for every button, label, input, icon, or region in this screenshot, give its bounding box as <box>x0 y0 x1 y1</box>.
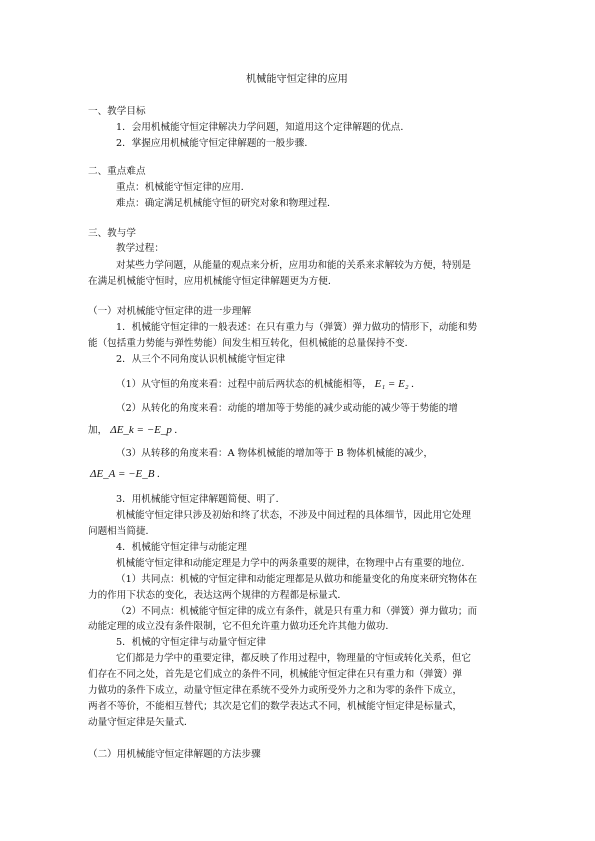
paragraph-line: 能（包括重力势能与弹性势能）间发生相互转化，但机械能的总量保持不变． <box>88 338 415 349</box>
paragraph-line: 1．机械能守恒定律的一般表述：在只有重力与（弹簧）弹力做功的情形下，动能和势 <box>116 322 478 333</box>
paragraph-line: （2）不同点：机械能守恒定律的成立有条件，就是只有重力和（弹簧）弹力做功；而 <box>116 606 478 617</box>
viewpoint-transfer: （3）从转移的角度来看：A 物体机械能的增加等于 B 物体机械能的减少， <box>116 448 434 459</box>
paragraph-line: 两者不等价，不能相互替代；其次是它们的数学表达式不同，机械能守恒定律是标量式， <box>88 701 463 712</box>
paragraph-line: 机械能守恒定律和动能定理是力学中的两条重要的规律，在物理中占有重要的地位． <box>116 558 471 569</box>
difficulty-point: 难点：确定满足机械能守恒的研究对象和物理过程． <box>116 198 337 209</box>
numbered-point-2: 2．从三个不同角度认识机械能守恒定律 <box>116 354 286 365</box>
paragraph-line: 它们都是力学中的重要定律，都反映了作用过程中，物理量的守恒或转化关系，但它 <box>116 653 471 664</box>
part-heading-understanding: （一）对机械能守恒定律的进一步理解 <box>88 306 252 317</box>
formula-delta-ea <box>90 468 160 481</box>
teaching-process-label: 教学过程： <box>116 243 164 254</box>
goal-item-1: 1．会用机械能守恒定律解决力学问题，知道用这个定律解题的优点． <box>116 122 410 133</box>
paragraph-line: （1）共同点：机械的守恒定律和动能定理都是从做功和能量变化的角度来研究物体在 <box>116 574 478 585</box>
numbered-point-4: 4．机械能守恒定律与动能定理 <box>116 542 247 553</box>
paragraph-line: 动能定理的成立没有条件限制，它不但允许重力做功还允许其他力做功． <box>88 621 395 632</box>
paragraph-line: 问题相当简捷． <box>88 526 156 537</box>
page-title: 机械能守恒定律的应用 <box>246 74 348 85</box>
viewpoint-conservation <box>116 378 414 391</box>
numbered-point-3: 3．用机械能守恒定律解题简便、明了． <box>116 494 286 505</box>
formula-delta-ek: ΔE_k = −E_p . <box>110 424 178 436</box>
paragraph-line: 动量守恒定律是矢量式． <box>88 717 194 728</box>
formula-text: ΔE_A = −E_B . <box>90 468 160 480</box>
viewpoint-text: 加， <box>88 425 108 436</box>
section-heading-teaching: 三、教与学 <box>88 228 136 239</box>
viewpoint-transformation: （2）从转化的角度来看：动能的增加等于势能的减少或动能的减少等于势能的增 <box>116 403 458 414</box>
paragraph-line: 力的作用下状态的变化，表达这两个规律的方程都是标量式． <box>88 590 348 601</box>
section-heading-goals: 一、教学目标 <box>88 106 146 117</box>
paragraph-line: 力做功的条件下成立，动量守恒定律在系统不受外力或所受外力之和为零的条件下成立， <box>88 685 463 696</box>
section-heading-key-points: 二、重点难点 <box>88 166 146 177</box>
goal-item-2: 2．掌握应用机械能守恒定律解题的一般步骤． <box>116 138 314 149</box>
paragraph-line: 机械能守恒定律只涉及初始和终了状态，不涉及中间过程的具体细节，因此用它处理 <box>116 510 471 521</box>
formula-e1-equals-e2: E₁ = E₂ . <box>374 378 415 390</box>
viewpoint-text: （1）从守恒的角度来看：过程中前后两状态的机械能相等， <box>116 379 372 390</box>
part-heading-method-steps: （二）用机械能守恒定律解题的方法步骤 <box>88 749 261 760</box>
viewpoint-transformation-cont <box>88 424 177 437</box>
intro-paragraph-line: 对某些力学问题，从能量的观点来分析，应用功和能的关系来求解较为方便，特别是 <box>116 260 471 271</box>
intro-paragraph-line: 在满足机械能守恒时，应用机械能守恒定律解题更为方便． <box>88 276 338 287</box>
key-point: 重点：机械能守恒定律的应用． <box>116 182 251 193</box>
numbered-point-5: 5．机械的守恒定律与动量守恒定律 <box>116 637 267 648</box>
paragraph-line: 们存在不同之处，首先是它们成立的条件不同，机械能守恒定律在只有重力和（弹簧）弹 <box>88 669 463 680</box>
